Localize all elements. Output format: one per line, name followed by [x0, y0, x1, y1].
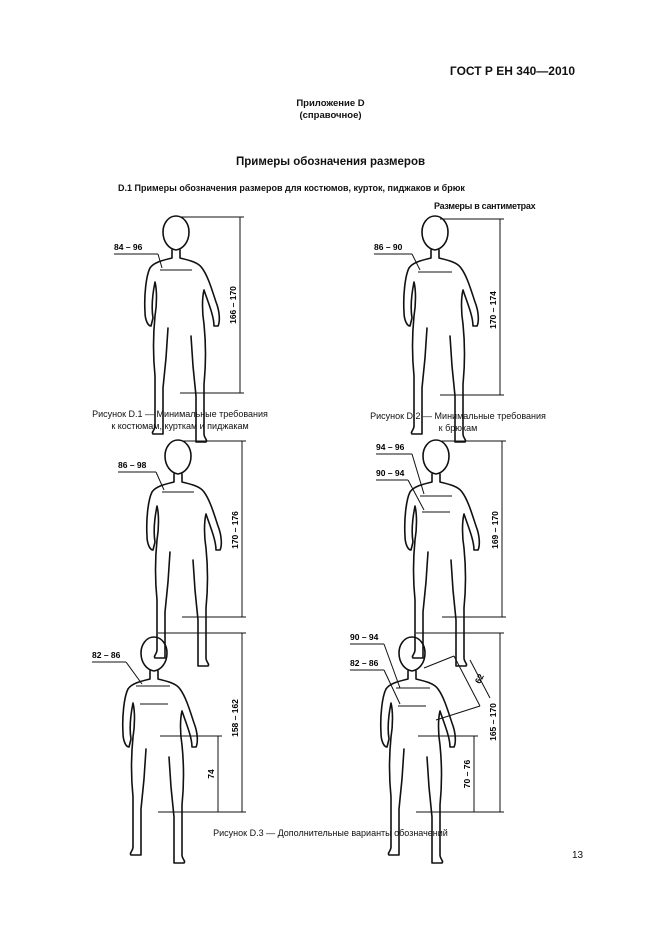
fig4-height-label: 169 – 170: [490, 511, 500, 549]
appendix-title: Приложение D: [296, 98, 365, 109]
fig6-bust-label: 90 – 94: [350, 632, 379, 642]
fig1-height-label: 166 – 170: [228, 286, 238, 324]
figure-d2: [374, 216, 504, 442]
fig6-inseam-label: 70 – 76: [462, 759, 472, 789]
standard-header: ГОСТ Р ЕН 340—2010: [449, 64, 575, 78]
page-number: 13: [572, 850, 584, 861]
caption-d2-line1: Рисунок D.2 — Минимальные требования: [370, 411, 546, 421]
subsection-title: D.1 Примеры обозначения размеров для костюмов, курток, пиджаков и брюк: [118, 183, 465, 193]
fig5-inseam-label: 74: [206, 769, 216, 779]
units-note: Размеры в сантиметрах: [434, 201, 536, 211]
caption-d3: Рисунок D.3 — Дополнительные варианты обозначений: [213, 828, 448, 838]
caption-d1: [70, 408, 290, 432]
figure-d3-upper-right: [376, 440, 506, 666]
fig2-chest-label: 86 – 90: [374, 242, 403, 252]
fig4-chest-label: 94 – 96: [376, 442, 405, 452]
fig5-bust-label: 82 – 86: [92, 650, 121, 660]
fig5-height-label: 158 – 162: [230, 699, 240, 737]
section-title: Примеры обозначения размеров: [235, 156, 426, 168]
fig3-height-label: 170 – 176: [230, 511, 240, 549]
caption-d1-line1: Рисунок D.1 — Минимальные требования: [92, 409, 268, 419]
fig2-height-label: 170 – 174: [488, 291, 498, 329]
fig6-height-label: 165 – 170: [488, 703, 498, 741]
fig4-waist-label: 90 – 94: [376, 468, 405, 478]
fig1-chest-label: 84 – 96: [114, 242, 143, 252]
caption-d2-line2: к брюкам: [438, 423, 478, 433]
fig6-sleeve-label: 62: [472, 672, 486, 686]
fig3-chest-label: 86 – 98: [118, 460, 147, 470]
caption-d2: [348, 410, 568, 434]
caption-d1-line2: к костюмам, курткам и пиджакам: [111, 421, 249, 431]
fig6-waist-label: 82 – 86: [350, 658, 379, 668]
appendix-note: (справочное): [299, 110, 362, 121]
figure-d3-upper: [118, 440, 246, 666]
